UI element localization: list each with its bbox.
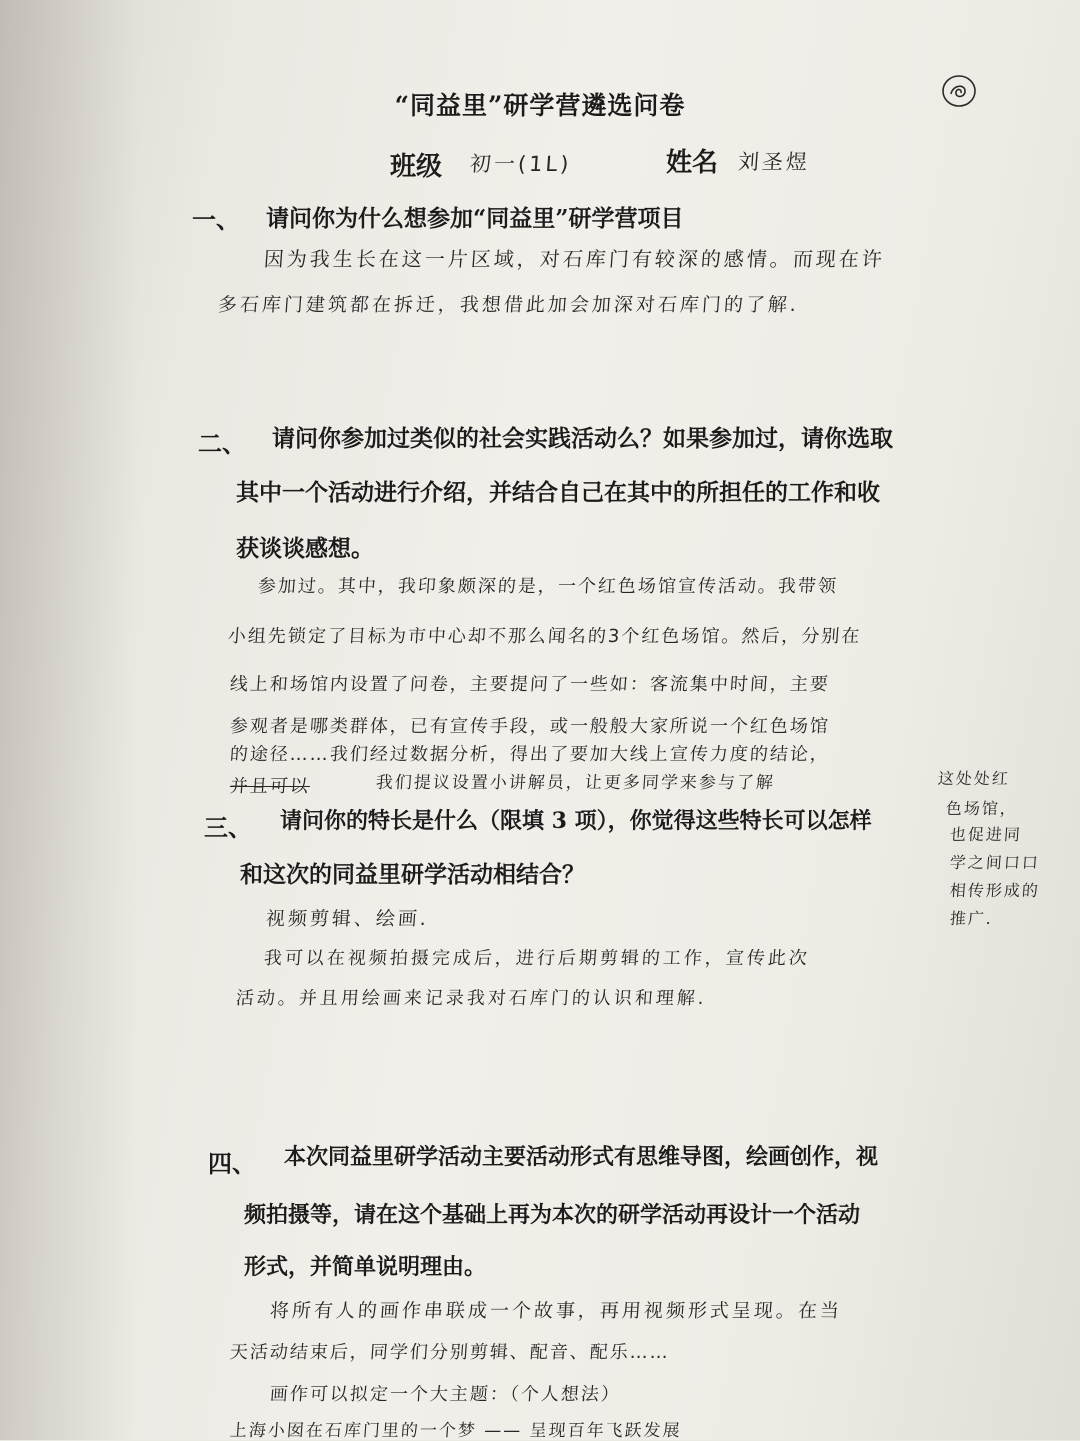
q2-answer-line: 我们提议设置小讲解员，让更多同学来参与了解: [375, 773, 776, 793]
q4-answer-line: 天活动结束后，同学们分别剪辑、配音、配乐……: [229, 1342, 671, 1363]
q2-answer-line: 小组先锁定了目标为市中心却不那么闻名的3个红色场馆。然后，分别在: [227, 626, 863, 647]
class-value: 初一(1L): [469, 152, 573, 176]
q2-margin-note-line: 也促进同: [949, 825, 1023, 844]
q4-number: 四、: [208, 1149, 256, 1178]
q2-answer-line: 参观者是哪类群体，已有宣传手段，或一般般大家所说一个红色场馆: [229, 716, 831, 737]
q2-answer-line: 的途径……我们经过数据分析，得出了要加大线上宣传力度的结论，: [229, 744, 831, 765]
q4-answer-line: 画作可以拟定一个大主题：（个人想法）: [269, 1384, 622, 1405]
q2-number: 二、: [198, 429, 246, 458]
q4-answer-line: 将所有人的画作串联成一个故事，再用视频形式呈现。在当: [269, 1300, 843, 1322]
q4-text-line: 本次同益里研学活动主要活动形式有思维导图，绘画创作，视: [284, 1144, 879, 1170]
page-shadow: [0, 0, 140, 1440]
q4-text-line: 频拍摄等，请在这个基础上再为本次的研学活动再设计一个活动: [244, 1202, 861, 1228]
q1-text: 请问你为什么想参加“同益里”研学营项目: [266, 205, 684, 232]
q2-answer-line: 参加过。其中，我印象颇深的是，一个红色场馆宣传活动。我带领: [257, 576, 839, 597]
scribble-mark-icon: [940, 72, 978, 110]
q2-answer-struck-text: 并且可以: [229, 776, 311, 797]
q2-margin-note-line: 学之间口口: [949, 853, 1041, 872]
q3-answer-line: 视频剪辑、绘画.: [265, 908, 430, 930]
q1-number: 一、: [192, 205, 240, 234]
q3-number: 三、: [204, 813, 252, 842]
q2-answer-line: 线上和场馆内设置了问卷，主要提问了一些如：客流集中时间，主要: [229, 674, 831, 695]
q3-answer-line: 我可以在视频拍摄完成后，进行后期剪辑的工作，宣传此次: [263, 948, 811, 969]
q2-text-line: 请问你参加过类似的社会实践活动么？如果参加过，请你选取: [272, 425, 893, 452]
page-title: “同益里”研学营遴选问卷: [394, 91, 686, 120]
q4-text-line: 形式，并简单说明理由。: [244, 1254, 487, 1280]
q1-answer-line: 多石库门建筑都在拆迁，我想借此加会加深对石库门的了解.: [217, 294, 800, 316]
q4-answer-line: 上海小囡在石库门里的一个梦 —— 呈现百年飞跃发展: [229, 1421, 683, 1441]
q2-text-line: 获谈谈感想。: [236, 535, 374, 562]
q2-text-line: 其中一个活动进行介绍，并结合自己在其中的所担任的工作和收: [236, 479, 880, 506]
name-label: 姓名: [666, 148, 719, 178]
q1-answer-line: 因为我生长在这一片区域，对石库门有较深的感情。而现在许: [263, 247, 886, 271]
class-label: 班级: [390, 152, 443, 182]
name-value: 刘圣煜: [737, 150, 811, 174]
q3-answer-line: 活动。并且用绘画来记录我对石库门的认识和理解.: [235, 988, 708, 1009]
q2-margin-note-line: 相传形成的: [949, 881, 1041, 900]
q2-margin-note-line: 推广.: [949, 909, 994, 928]
q2-margin-note-line: 这处处红: [937, 769, 1011, 788]
q3-text-line: 和这次的同益里研学活动相结合？: [240, 861, 585, 888]
q3-text-line: 请问你的特长是什么（限填 3 项），你觉得这些特长可以怎样: [280, 808, 872, 834]
q2-margin-note-line: 色场馆，: [945, 799, 1019, 818]
